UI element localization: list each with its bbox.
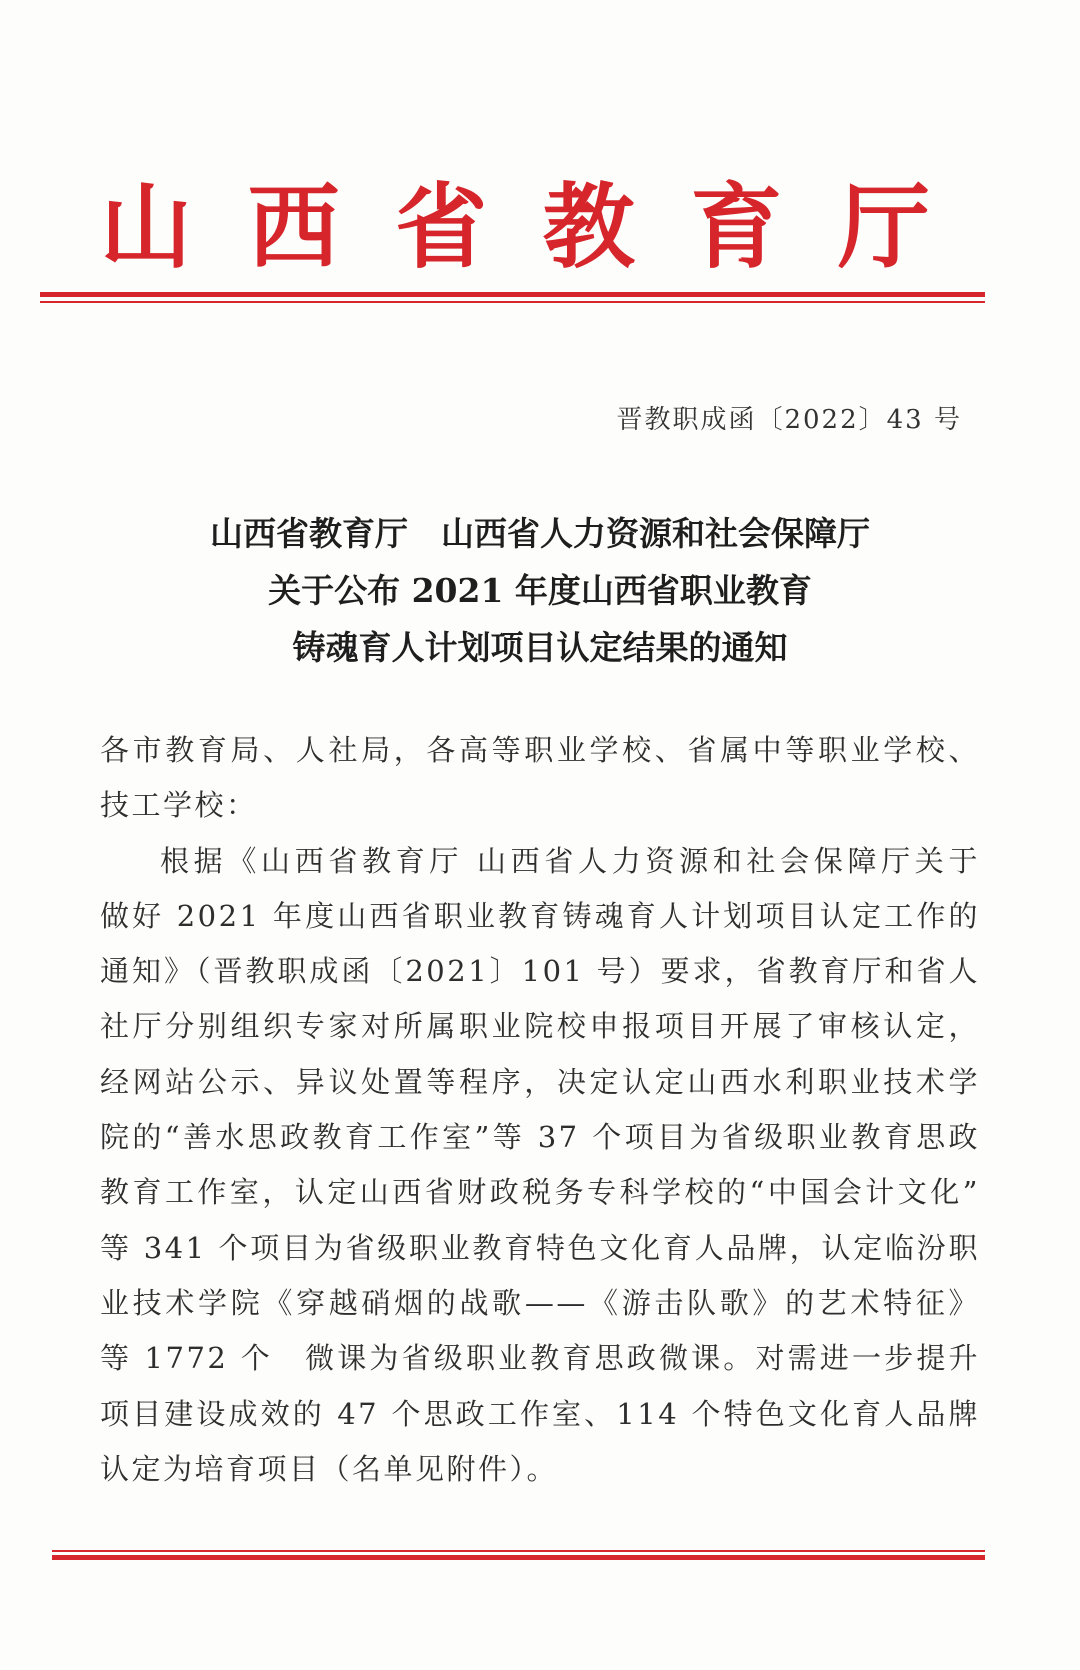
header-char: 育 (690, 173, 783, 281)
body-line: 等 1772 个 微课为省级职业教育思政微课。对需进一步提升 (100, 1341, 980, 1376)
body-line: 经网站公示、异议处置等程序，决定认定山西水利职业技术学 (100, 1064, 980, 1099)
issuing-authority-header (100, 172, 930, 282)
body-line: 院的“善水思政教育工作室”等 37 个项目为省级职业教育思政 (100, 1120, 980, 1155)
body-line: 各市教育局、人社局，各高等职业学校、省属中等职业学校、 (100, 733, 980, 767)
document-body (100, 723, 980, 1497)
header-char: 山 (100, 173, 193, 281)
body-line: 认定为培育项目（名单见附件）。 (100, 1451, 559, 1486)
body-line: 技工学校： (100, 788, 258, 823)
header-char: 厅 (837, 173, 930, 281)
header-char: 西 (247, 173, 340, 281)
footer-divider-thin (52, 1550, 985, 1552)
title-line: 山西省教育厅 山西省人力资源和社会保障厅 (210, 514, 870, 553)
header-divider-thin (40, 301, 985, 303)
body-line: 通知》（晋教职成函〔2021〕101 号）要求，省教育厅和省人 (100, 954, 980, 989)
body-line: 根据《山西省教育厅 山西省人力资源和社会保障厅关于 (160, 843, 980, 878)
document-title (0, 505, 1080, 676)
title-line: 铸魂育人计划项目认定结果的通知 (292, 628, 788, 667)
body-line: 业技术学院《穿越硝烟的战歌——《游击队歌》的艺术特征》 (100, 1285, 980, 1320)
title-line: 关于公布 2021 年度山西省职业教育 (268, 571, 812, 610)
header-char: 省 (395, 173, 488, 281)
body-line: 做好 2021 年度山西省职业教育铸魂育人计划项目认定工作的 (100, 898, 980, 933)
body-line: 项目建设成效的 47 个思政工作室、114 个特色文化育人品牌 (100, 1396, 980, 1431)
header-char: 教 (542, 173, 635, 281)
body-line: 社厅分别组织专家对所属职业院校申报项目开展了审核认定， (100, 1009, 980, 1044)
body-line: 教育工作室，认定山西省财政税务专科学校的“中国会计文化” (100, 1175, 980, 1210)
header-divider-thick (40, 292, 985, 297)
document-number: 晋教职成函〔2022〕43 号 (616, 405, 962, 435)
footer-divider-thick (52, 1555, 985, 1560)
body-line: 等 341 个项目为省级职业教育特色文化育人品牌，认定临汾职 (100, 1230, 980, 1265)
